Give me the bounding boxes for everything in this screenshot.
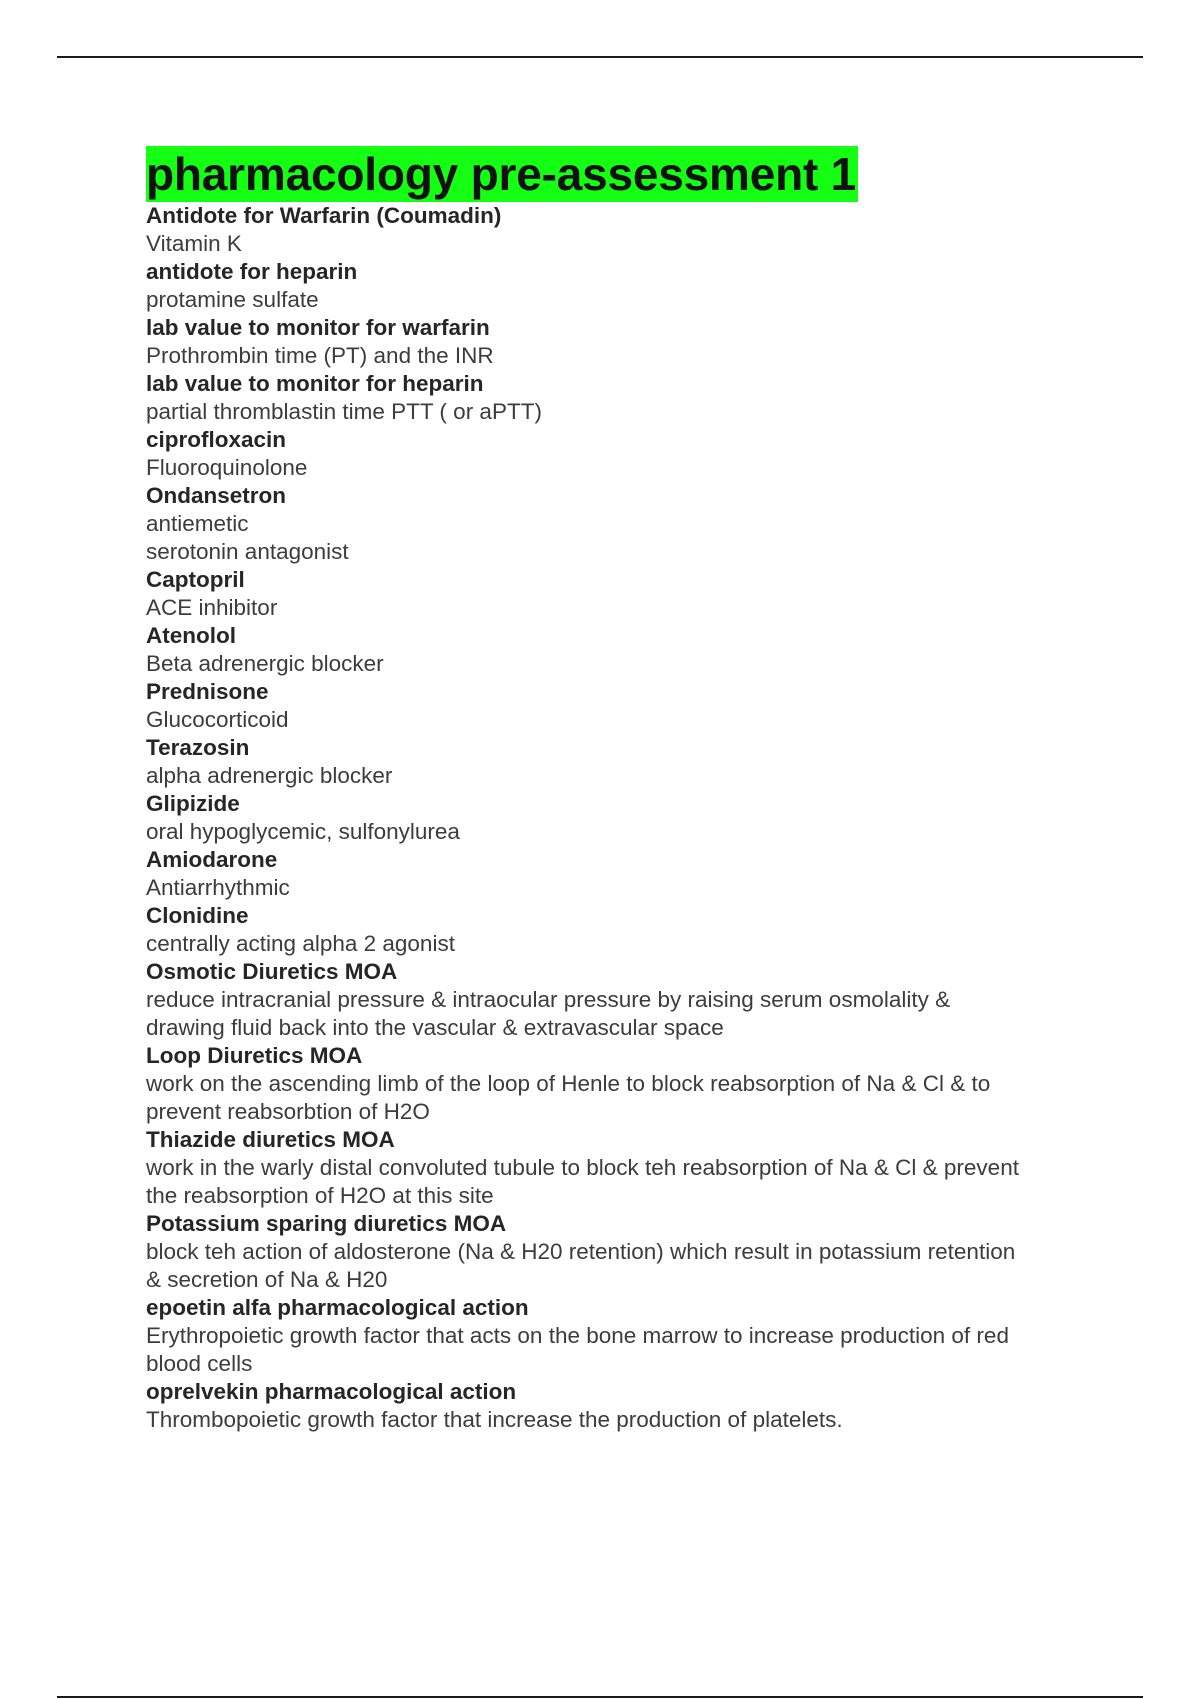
flashcard-item <box>146 1210 1086 1294</box>
flashcard-definition: work on the ascending limb of the loop of Henle to block reabsorption of Na & Cl & to prevent reabsorbtion of H2O <box>146 1071 991 1124</box>
flashcard-definition: Vitamin K <box>146 231 242 256</box>
flashcard-term: Clonidine <box>146 903 249 928</box>
flashcard-term: oprelvekin pharmacological action <box>146 1379 517 1404</box>
flashcard-definition: Thrombopoietic growth factor that increase the production of platelets. <box>146 1407 843 1432</box>
flashcard-definition: Beta adrenergic blocker <box>146 651 384 676</box>
flashcard-term: Terazosin <box>146 735 250 760</box>
flashcard-item <box>146 566 1086 622</box>
flashcard-term: Glipizide <box>146 791 240 816</box>
flashcard-term: Loop Diuretics MOA <box>146 1043 363 1068</box>
flashcard-term: Prednisone <box>146 679 269 704</box>
flashcard-item <box>146 1126 1086 1210</box>
flashcard-term: epoetin alfa pharmacological action <box>146 1295 529 1320</box>
flashcard-term: Potassium sparing diuretics MOA <box>146 1211 507 1236</box>
flashcard-item <box>146 314 1086 370</box>
flashcard-term: Captopril <box>146 567 245 592</box>
flashcard-item <box>146 1042 1086 1126</box>
flashcard-list <box>146 202 1086 1434</box>
flashcard-definition: Antiarrhythmic <box>146 875 290 900</box>
flashcard-item <box>146 1294 1086 1378</box>
flashcard-item <box>146 790 1086 846</box>
flashcard-term: antidote for heparin <box>146 259 358 284</box>
document-body <box>146 146 1086 1434</box>
flashcard-definition: alpha adrenergic blocker <box>146 763 393 788</box>
flashcard-item <box>146 426 1086 482</box>
flashcard-definition: protamine sulfate <box>146 287 319 312</box>
flashcard-definition: Erythropoietic growth factor that acts on the bone marrow to increase production of red blood cells <box>146 1323 1009 1376</box>
flashcard-term: Amiodarone <box>146 847 278 872</box>
flashcard-definition: antiemetic serotonin antagonist <box>146 511 349 564</box>
flashcard-definition: Fluoroquinolone <box>146 455 308 480</box>
flashcard-term: Osmotic Diuretics MOA <box>146 959 398 984</box>
flashcard-term: lab value to monitor for warfarin <box>146 315 490 340</box>
flashcard-term: Atenolol <box>146 623 236 648</box>
flashcard-item <box>146 202 1086 258</box>
bottom-rule <box>57 1696 1143 1698</box>
flashcard-term: Ondansetron <box>146 483 287 508</box>
flashcard-definition: partial thromblastin time PTT ( or aPTT) <box>146 399 542 424</box>
flashcard-definition: work in the warly distal convoluted tubule to block teh reabsorption of Na & Cl & prevent the reabsorption of H2O at this site <box>146 1155 1019 1208</box>
flashcard-definition: Glucocorticoid <box>146 707 289 732</box>
flashcard-item <box>146 370 1086 426</box>
flashcard-item <box>146 1378 1086 1434</box>
flashcard-item <box>146 734 1086 790</box>
flashcard-item <box>146 958 1086 1042</box>
top-rule <box>57 56 1143 58</box>
title-container <box>146 146 1086 202</box>
flashcard-item <box>146 902 1086 958</box>
flashcard-definition: ACE inhibitor <box>146 595 278 620</box>
flashcard-definition: Prothrombin time (PT) and the INR <box>146 343 494 368</box>
flashcard-item <box>146 846 1086 902</box>
flashcard-term: Thiazide diuretics MOA <box>146 1127 395 1152</box>
document-title: pharmacology pre-assessment 1 <box>146 148 857 200</box>
flashcard-item <box>146 482 1086 566</box>
flashcard-definition: block teh action of aldosterone (Na & H20 retention) which result in potassium retention & secretion of Na & H20 <box>146 1239 1016 1292</box>
flashcard-term: Antidote for Warfarin (Coumadin) <box>146 203 502 228</box>
flashcard-item <box>146 258 1086 314</box>
flashcard-item <box>146 622 1086 678</box>
flashcard-term: lab value to monitor for heparin <box>146 371 484 396</box>
flashcard-item <box>146 678 1086 734</box>
flashcard-definition: reduce intracranial pressure & intraocular pressure by raising serum osmolality & drawing fluid back into the vascular & extravascular space <box>146 987 951 1040</box>
flashcard-definition: centrally acting alpha 2 agonist <box>146 931 455 956</box>
flashcard-term: ciprofloxacin <box>146 427 287 452</box>
flashcard-definition: oral hypoglycemic, sulfonylurea <box>146 819 460 844</box>
